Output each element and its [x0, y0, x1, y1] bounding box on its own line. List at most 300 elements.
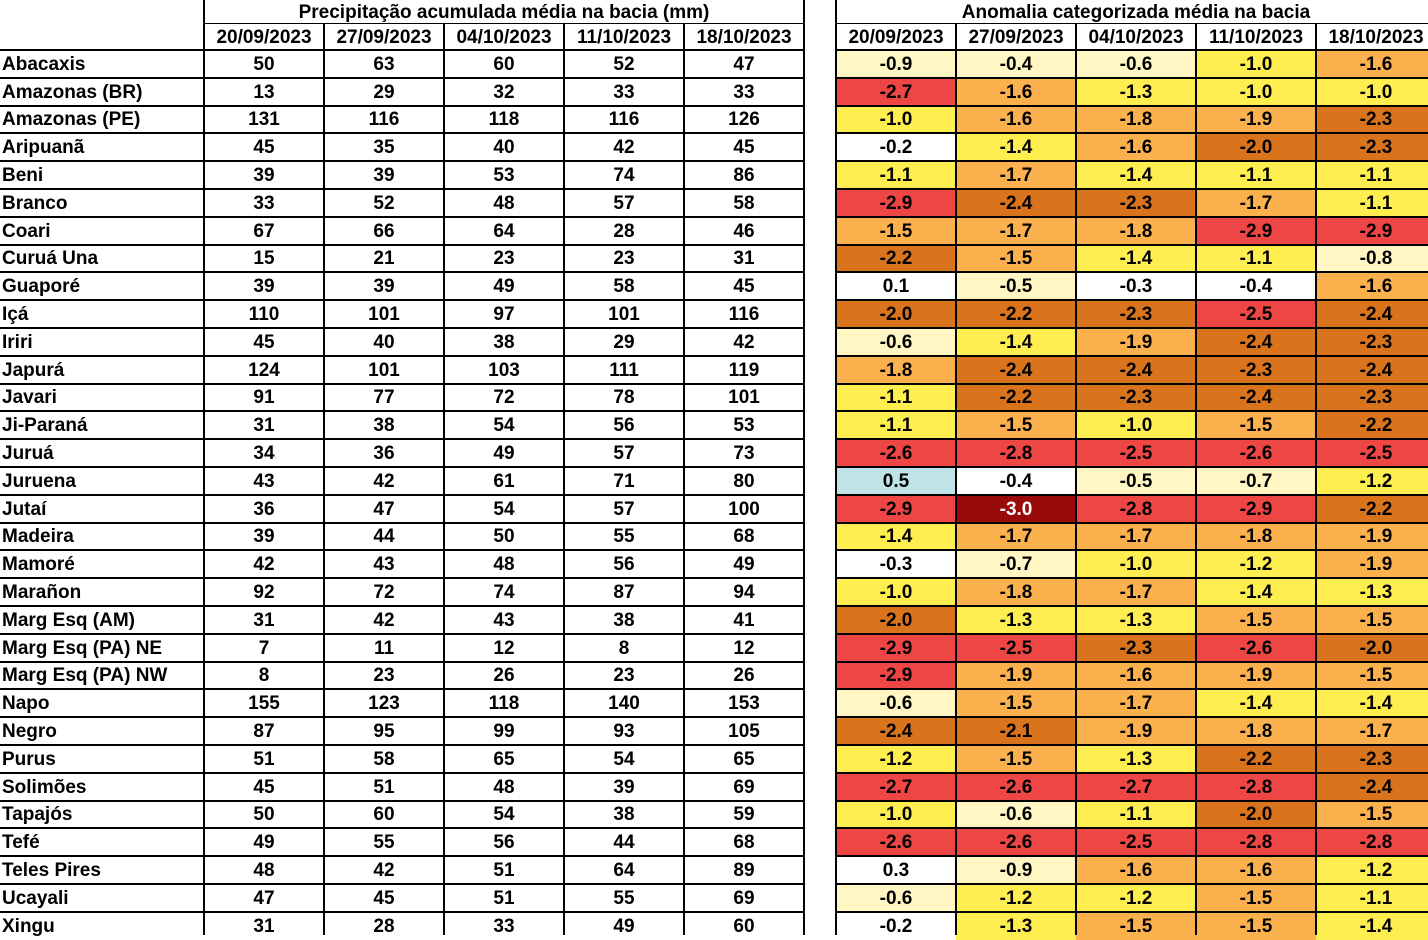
precip-value: 52: [613, 53, 635, 75]
precip-value: 39: [253, 164, 275, 186]
anomaly-value: -2.3: [1316, 384, 1428, 411]
precip-value: 41: [733, 609, 755, 631]
anomaly-value: -1.0: [836, 578, 956, 606]
anomaly-value: -2.3: [1076, 384, 1196, 411]
precip-value: 50: [493, 526, 515, 547]
precip-value: 111: [609, 359, 639, 381]
grid-line: [836, 216, 1428, 218]
anomaly-value: -1.5: [956, 245, 1076, 272]
anomaly-value: -1.7: [1316, 717, 1428, 745]
anomaly-value: -1.7: [956, 161, 1076, 189]
precip-value: 60: [373, 804, 395, 825]
anomaly-value: -1.9: [1196, 662, 1316, 689]
basin-name: Javari: [2, 387, 57, 408]
grid-line: [204, 23, 804, 24]
precip-value: 67: [253, 220, 275, 242]
anomaly-value: -0.5: [956, 272, 1076, 300]
anomaly-value: -1.2: [1316, 467, 1428, 495]
precip-value: 54: [493, 414, 515, 436]
grid-line: [1315, 24, 1317, 935]
precip-value: 99: [493, 720, 515, 742]
grid-line: [836, 271, 1428, 273]
basin-name: Marg Esq (PA) NW: [2, 665, 168, 686]
basin-name: Marañon: [2, 581, 82, 603]
anomaly-value: -1.5: [1316, 662, 1428, 689]
anomaly-value: -0.2: [836, 912, 956, 940]
grid-line: [836, 244, 1428, 246]
precip-value: 155: [248, 692, 280, 714]
anomaly-value: -0.3: [1076, 272, 1196, 300]
precip-value: 31: [253, 609, 275, 631]
basin-name: Iriri: [2, 331, 33, 353]
anomaly-value: -2.0: [836, 606, 956, 634]
precip-value: 55: [373, 831, 395, 853]
grid-line: [443, 24, 445, 935]
grid-line: [836, 605, 1428, 607]
anomaly-value: -1.9: [1316, 550, 1428, 578]
anomaly-value: -1.3: [956, 606, 1076, 634]
precip-value: 51: [493, 887, 515, 909]
anomaly-value: -1.0: [1076, 411, 1196, 439]
precip-value: 101: [368, 303, 400, 325]
basin-name: Içá: [2, 303, 29, 325]
precip-value: 38: [373, 414, 395, 436]
anomaly-value: -1.1: [1196, 245, 1316, 272]
precip-value: 33: [253, 192, 275, 214]
anomaly-value: -1.5: [836, 217, 956, 245]
anomaly-value: -1.7: [1076, 689, 1196, 717]
precip-value: 51: [373, 776, 395, 798]
basin-name: Japurá: [2, 359, 65, 381]
anomaly-value: -2.3: [1316, 106, 1428, 133]
precip-value: 39: [253, 275, 275, 297]
precip-value: 34: [253, 442, 275, 464]
anomaly-value: -0.9: [836, 50, 956, 78]
precip-value: 71: [613, 470, 635, 492]
grid-line: [1075, 24, 1077, 935]
anomaly-value: -2.5: [1076, 439, 1196, 467]
precip-value: 39: [613, 776, 635, 798]
precip-value: 57: [613, 498, 635, 520]
basin-name: Juruena: [2, 470, 76, 492]
basin-name: Napo: [2, 692, 50, 714]
precip-value: 7: [258, 637, 270, 659]
anomaly-value: -1.8: [1196, 523, 1316, 550]
anomaly-value: -2.2: [956, 300, 1076, 328]
anomaly-value: -2.2: [1316, 495, 1428, 523]
precip-value: 124: [248, 359, 280, 381]
anomaly-value: -1.4: [836, 523, 956, 550]
anomaly-value: -1.8: [836, 356, 956, 384]
precip-value: 74: [493, 581, 515, 603]
precip-value: 97: [493, 303, 515, 325]
precip-value: 38: [493, 331, 515, 353]
anomaly-value: -2.6: [1196, 439, 1316, 467]
grid-line: [836, 160, 1428, 162]
precip-value: 58: [613, 275, 635, 297]
anomaly-value: -2.8: [1196, 773, 1316, 801]
basin-name: Negro: [2, 720, 57, 742]
anomaly-value: -1.4: [1076, 245, 1196, 272]
anomaly-value: -1.0: [1316, 78, 1428, 106]
precip-value: 36: [373, 442, 395, 464]
precip-value: 50: [253, 53, 275, 75]
precip-value: 52: [373, 192, 395, 214]
precip-value: 87: [253, 720, 275, 742]
anomaly-value: -1.5: [1196, 411, 1316, 439]
anomaly-value: -1.1: [836, 384, 956, 411]
anomaly-value: -1.1: [1076, 801, 1196, 828]
anomaly-value: -1.1: [1196, 161, 1316, 189]
anomaly-value: -1.6: [956, 78, 1076, 106]
anomaly-date-header: 11/10/2023: [1208, 26, 1304, 48]
anomaly-value: -1.2: [1316, 856, 1428, 884]
precip-value: 69: [733, 776, 755, 798]
precip-value: 57: [613, 192, 635, 214]
precip-value: 91: [253, 387, 275, 408]
anomaly-value: -0.6: [956, 801, 1076, 828]
precip-value: 48: [493, 192, 515, 214]
grid-line: [836, 49, 1428, 51]
grid-line: [836, 827, 1428, 829]
precip-value: 77: [373, 387, 395, 408]
anomaly-value: -0.3: [836, 550, 956, 578]
grid-line: [836, 883, 1428, 885]
anomaly-value: -0.4: [956, 50, 1076, 78]
precip-value: 53: [733, 414, 755, 436]
precip-value: 29: [613, 331, 635, 353]
anomaly-value: -1.9: [956, 662, 1076, 689]
grid-line: [803, 0, 805, 935]
precip-value: 118: [488, 109, 520, 130]
anomaly-value: -1.4: [1316, 912, 1428, 940]
grid-line: [835, 0, 837, 935]
anomaly-value: -2.8: [1196, 828, 1316, 856]
anomaly-value: -1.3: [1076, 745, 1196, 773]
precip-value: 26: [493, 665, 515, 686]
anomaly-value: -2.6: [836, 828, 956, 856]
basin-name: Amazonas (PE): [2, 109, 141, 130]
anomaly-value: -2.9: [1316, 217, 1428, 245]
precip-date-header: 20/09/2023: [216, 26, 312, 48]
grid-line: [203, 0, 205, 935]
precip-value: 26: [733, 665, 755, 686]
precip-value: 49: [493, 275, 515, 297]
anomaly-value: -2.3: [1076, 634, 1196, 662]
precip-value: 42: [373, 609, 395, 631]
precip-value: 86: [733, 164, 755, 186]
anomaly-value: 0.5: [836, 467, 956, 495]
anomaly-value: -0.6: [836, 689, 956, 717]
anomaly-value: -2.2: [956, 384, 1076, 411]
precip-value: 68: [733, 831, 755, 853]
anomaly-value: -1.6: [956, 106, 1076, 133]
anomaly-value: -2.7: [1076, 773, 1196, 801]
anomaly-value: -2.9: [1196, 495, 1316, 523]
anomaly-value: -1.6: [1076, 662, 1196, 689]
precip-value: 42: [373, 470, 395, 492]
anomaly-value: -2.5: [1316, 439, 1428, 467]
anomaly-value: -1.1: [836, 411, 956, 439]
precip-value: 50: [253, 804, 275, 825]
precip-value: 35: [373, 136, 395, 158]
basin-name: Abacaxis: [2, 53, 86, 75]
anomaly-value: -1.6: [1076, 133, 1196, 161]
anomaly-value: -1.8: [1076, 217, 1196, 245]
precip-value: 45: [373, 887, 395, 909]
grid-line: [683, 24, 685, 935]
precip-date-header: 27/09/2023: [336, 26, 432, 48]
precip-value: 55: [613, 887, 635, 909]
precip-value: 123: [368, 692, 400, 714]
anomaly-value: -1.7: [956, 523, 1076, 550]
precip-value: 58: [733, 192, 755, 214]
anomaly-value: -2.4: [1196, 384, 1316, 411]
precip-value: 47: [253, 887, 275, 909]
precip-value: 38: [613, 804, 635, 825]
grid-line: [836, 772, 1428, 774]
anomaly-value: -2.8: [956, 439, 1076, 467]
grid-line: [836, 23, 1428, 24]
anomaly-value: -2.5: [956, 634, 1076, 662]
anomaly-date-header: 18/10/2023: [1328, 26, 1424, 48]
precip-value: 23: [613, 665, 635, 686]
anomaly-value: -1.5: [956, 411, 1076, 439]
anomaly-value: -2.4: [1316, 773, 1428, 801]
precip-value: 21: [373, 248, 395, 269]
precip-value: 43: [253, 470, 275, 492]
anomaly-value: -2.8: [1316, 828, 1428, 856]
grid-line: [836, 327, 1428, 329]
grid-line: [836, 77, 1428, 79]
anomaly-value: -2.9: [836, 634, 956, 662]
anomaly-value: -2.5: [1076, 828, 1196, 856]
precip-value: 33: [493, 915, 515, 937]
anomaly-value: -1.3: [956, 912, 1076, 940]
precip-value: 49: [733, 553, 755, 575]
grid-line: [836, 522, 1428, 524]
precip-value: 13: [253, 81, 275, 103]
precip-value: 11: [373, 637, 395, 659]
precip-value: 54: [613, 748, 635, 770]
anomaly-value: -2.6: [956, 773, 1076, 801]
grid-line: [1195, 24, 1197, 935]
precip-value: 39: [373, 275, 395, 297]
precip-value: 48: [493, 553, 515, 575]
precip-value: 45: [253, 331, 275, 353]
anomaly-value: -1.0: [1196, 50, 1316, 78]
precip-value: 31: [253, 915, 275, 937]
precip-value: 65: [493, 748, 515, 770]
precip-value: 89: [733, 859, 755, 881]
precip-value: 56: [613, 553, 635, 575]
basin-name: Mamoré: [2, 553, 75, 575]
anomaly-date-header: 04/10/2023: [1088, 26, 1184, 48]
precip-value: 48: [253, 859, 275, 881]
grid-line: [563, 24, 565, 935]
grid-line: [836, 466, 1428, 468]
anomaly-value: -2.4: [1076, 356, 1196, 384]
basin-name: Branco: [2, 192, 68, 214]
anomaly-value: -1.5: [1316, 606, 1428, 634]
anomaly-value: -1.4: [956, 328, 1076, 356]
precip-value: 57: [613, 442, 635, 464]
precip-value: 49: [253, 831, 275, 853]
grid-line: [836, 494, 1428, 496]
precip-value: 23: [373, 665, 395, 686]
precip-value: 59: [733, 804, 755, 825]
precip-value: 28: [613, 220, 635, 242]
anomaly-value: -1.4: [956, 133, 1076, 161]
anomaly-value: -1.7: [1076, 523, 1196, 550]
precip-date-header: 18/10/2023: [696, 26, 792, 48]
precip-value: 33: [733, 81, 755, 103]
precip-value: 95: [373, 720, 395, 742]
basin-name: Jutaí: [2, 498, 47, 520]
anomaly-value: -1.1: [1316, 884, 1428, 912]
basin-name: Beni: [2, 164, 44, 186]
precip-value: 101: [728, 387, 760, 408]
anomaly-value: -1.4: [1196, 689, 1316, 717]
anomaly-value: -2.2: [1316, 411, 1428, 439]
anomaly-value: -1.8: [1076, 106, 1196, 133]
grid-line: [836, 438, 1428, 440]
anomaly-value: -0.8: [1316, 245, 1428, 272]
precip-value: 69: [733, 887, 755, 909]
precip-value: 64: [613, 859, 635, 881]
precip-value: 126: [728, 109, 760, 130]
anomaly-value: -2.6: [1196, 634, 1316, 662]
anomaly-value: -1.5: [1076, 912, 1196, 940]
anomaly-value: -2.8: [1076, 495, 1196, 523]
grid-line: [836, 105, 1428, 107]
grid-line: [836, 410, 1428, 412]
anomaly-value: -0.5: [1076, 467, 1196, 495]
anomaly-value: -1.2: [836, 745, 956, 773]
anomaly-value: -1.1: [1316, 189, 1428, 217]
basin-name: Solimões: [2, 776, 87, 798]
precip-value: 68: [733, 526, 755, 547]
precip-value: 29: [373, 81, 395, 103]
anomaly-value: -1.6: [1196, 856, 1316, 884]
anomaly-date-header: 20/09/2023: [848, 26, 944, 48]
precip-value: 33: [613, 81, 635, 103]
grid-line: [836, 855, 1428, 857]
anomaly-value: -2.4: [1316, 300, 1428, 328]
anomaly-value: -1.0: [1196, 78, 1316, 106]
precip-value: 48: [493, 776, 515, 798]
precip-value: 119: [728, 359, 760, 381]
precip-value: 23: [493, 248, 515, 269]
anomaly-value: -1.5: [956, 745, 1076, 773]
anomaly-value: -1.8: [1196, 717, 1316, 745]
anomaly-value: -2.3: [1316, 133, 1428, 161]
anomaly-value: -2.3: [1316, 745, 1428, 773]
precip-value: 72: [373, 581, 395, 603]
precip-value: 103: [488, 359, 520, 381]
basin-name: Guaporé: [2, 275, 81, 297]
precip-value: 61: [493, 470, 515, 492]
anomaly-value: -2.2: [1196, 745, 1316, 773]
basin-name: Tapajós: [2, 804, 73, 825]
precip-value: 60: [733, 915, 755, 937]
anomaly-value: -2.0: [836, 300, 956, 328]
precip-value: 110: [248, 303, 280, 325]
precip-date-header: 11/10/2023: [576, 26, 672, 48]
anomaly-value: -1.9: [1196, 106, 1316, 133]
anomaly-value: -2.7: [836, 78, 956, 106]
precip-value: 51: [493, 859, 515, 881]
anomaly-value: 0.1: [836, 272, 956, 300]
anomaly-value: -1.4: [1196, 578, 1316, 606]
anomaly-value: -2.4: [1316, 356, 1428, 384]
precip-value: 101: [608, 303, 640, 325]
precip-value: 15: [253, 248, 275, 269]
grid-line: [836, 188, 1428, 190]
basin-name: Xingu: [2, 915, 55, 937]
precip-value: 31: [253, 414, 275, 436]
basin-name: Marg Esq (PA) NE: [2, 637, 163, 659]
basin-name: Tefé: [2, 831, 40, 853]
anomaly-value: -2.4: [1196, 328, 1316, 356]
anomaly-value: -1.1: [836, 161, 956, 189]
basin-name: Aripuanã: [2, 136, 85, 158]
precip-value: 45: [733, 275, 755, 297]
anomaly-value: -2.3: [1076, 300, 1196, 328]
precip-value: 44: [373, 526, 395, 547]
anomaly-value: -1.6: [1076, 856, 1196, 884]
precip-value: 153: [728, 692, 760, 714]
basin-name: Purus: [2, 748, 56, 770]
anomaly-value: -1.3: [1076, 606, 1196, 634]
precip-value: 116: [728, 303, 760, 325]
anomaly-value: -0.2: [836, 133, 956, 161]
precip-value: 53: [493, 164, 515, 186]
precip-value: 63: [373, 53, 395, 75]
basin-name: Ucayali: [2, 887, 69, 909]
anomaly-value: -0.4: [956, 467, 1076, 495]
precip-value: 87: [613, 581, 635, 603]
precip-value: 92: [253, 581, 275, 603]
precip-value: 32: [493, 81, 515, 103]
precip-value: 54: [493, 498, 515, 520]
anomaly-value: -1.6: [1316, 50, 1428, 78]
precip-value: 54: [493, 804, 515, 825]
anomaly-value: -1.5: [1196, 606, 1316, 634]
basin-name: Amazonas (BR): [2, 81, 143, 103]
anomaly-value: -1.5: [1316, 801, 1428, 828]
anomaly-value: -2.4: [956, 356, 1076, 384]
grid-line: [836, 744, 1428, 746]
grid-line: [836, 549, 1428, 551]
anomaly-value: -1.4: [1076, 161, 1196, 189]
precip-value: 47: [373, 498, 395, 520]
anomaly-value: -0.4: [1196, 272, 1316, 300]
basin-name: Marg Esq (AM): [2, 609, 135, 631]
precip-value: 55: [613, 526, 635, 547]
precip-value: 60: [493, 53, 515, 75]
anomaly-value: -2.0: [1196, 801, 1316, 828]
precip-value: 42: [373, 859, 395, 881]
anomaly-section-title: Anomalia categorizada média na bacia: [961, 1, 1311, 23]
anomaly-value: -1.9: [1076, 328, 1196, 356]
anomaly-value: -1.5: [1196, 912, 1316, 940]
grid-line: [836, 633, 1428, 635]
precip-value: 94: [733, 581, 755, 603]
precip-value: 40: [493, 136, 515, 158]
precip-value: 8: [618, 637, 630, 659]
precip-value: 42: [733, 331, 755, 353]
